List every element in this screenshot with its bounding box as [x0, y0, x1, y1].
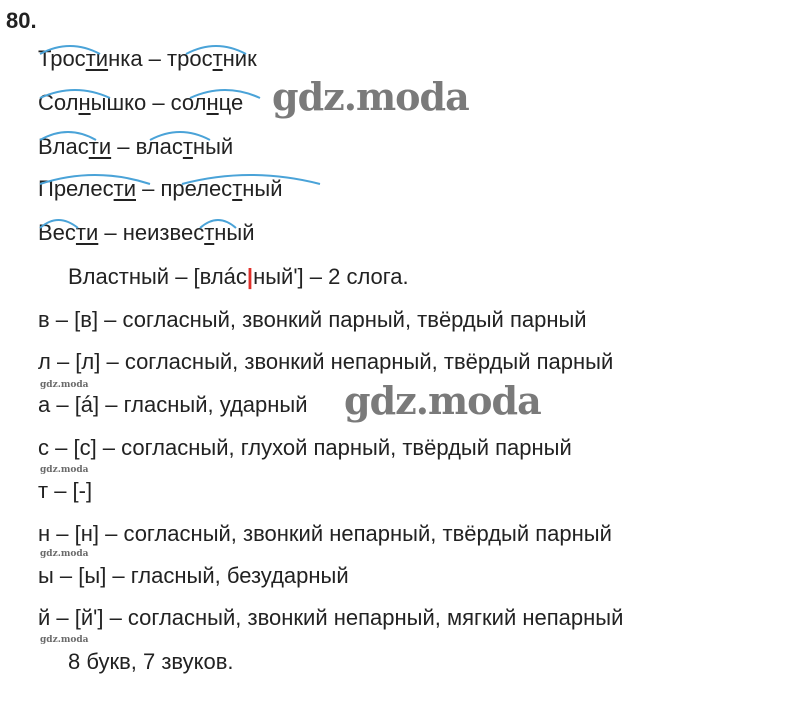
letter-line-3: а – [á] – гласный, ударный: [38, 392, 308, 417]
word-pair-3: Власти – властный: [38, 134, 234, 159]
word-pair-4: Прелести – прелестный: [38, 176, 283, 201]
watermark: gdz.moda: [272, 74, 469, 119]
letter-line-7: ы – [ы] – гласный, безударный: [38, 563, 349, 588]
word-pair-5: Вести – неизвестный: [38, 220, 255, 245]
exercise-number: 80.: [6, 8, 37, 33]
transcription-line: Властный – [влáс|ный'] – 2 слога.: [68, 264, 409, 289]
letter-line-8: й – [й'] – согласный, звонкий непарный, мягкий непарный: [38, 605, 624, 630]
watermark-small: gdz.moda: [40, 549, 89, 559]
word-pair-1: Тростинка – тростник: [38, 46, 257, 71]
watermark: gdz.moda: [344, 378, 541, 423]
letter-line-5: т – [-]: [38, 478, 93, 503]
word-pair-2: Солнышко – солнце: [38, 90, 244, 115]
summary: 8 букв, 7 звуков.: [68, 649, 234, 674]
letter-line-4: с – [с] – согласный, глухой парный, твёрдый парный: [38, 435, 572, 460]
letter-line-2: л – [л] – согласный, звонкий непарный, твёрдый парный: [38, 349, 614, 374]
watermark-small: gdz.moda: [40, 635, 89, 645]
letter-line-6: н – [н] – согласный, звонкий непарный, твёрдый парный: [38, 521, 612, 546]
watermark-small: gdz.moda: [40, 465, 89, 475]
letter-line-1: в – [в] – согласный, звонкий парный, твёрдый парный: [38, 307, 587, 332]
watermark-small: gdz.moda: [40, 380, 89, 390]
